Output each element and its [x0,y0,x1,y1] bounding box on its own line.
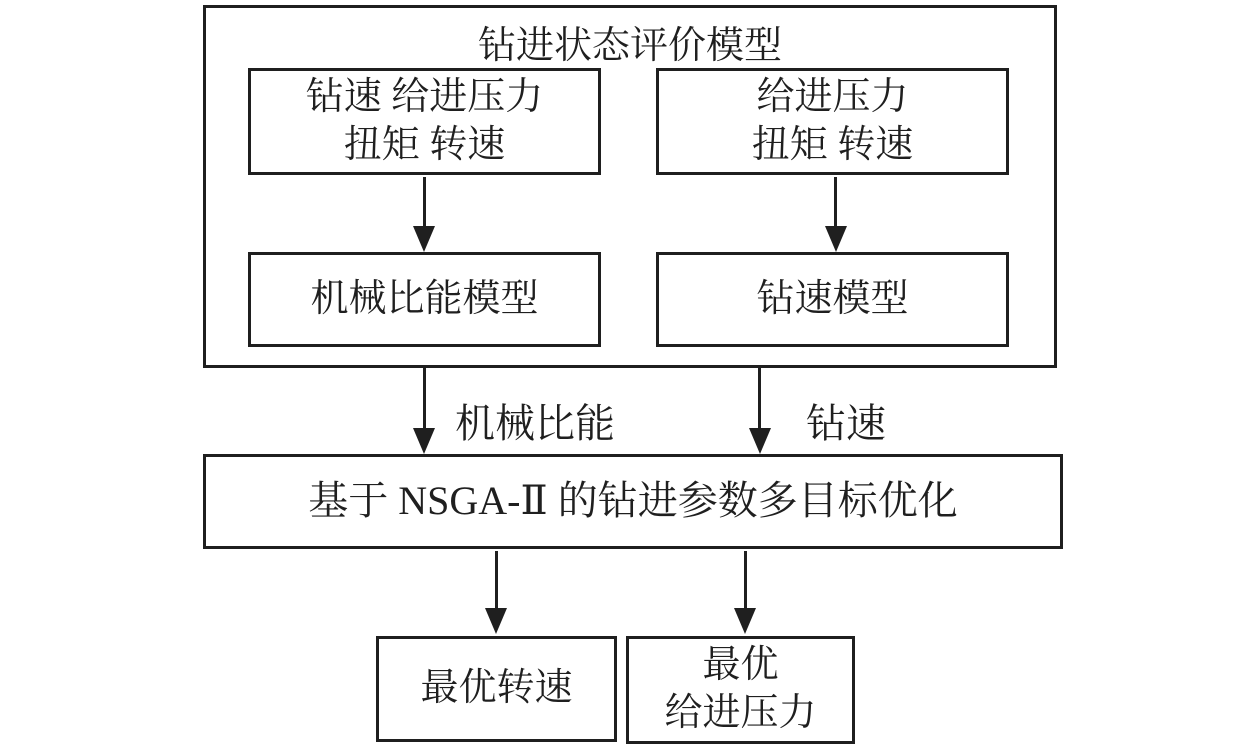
arrow-head-to-optimal-pressure [734,608,756,634]
arrow-head-input-to-mse-model [413,226,435,252]
input-params-left-box [248,68,601,175]
rop-model-label: 钻速模型 [756,277,909,320]
edge-label-rop: 钻速 [806,401,886,446]
edge-label-mse: 机械比能 [455,401,615,446]
nsga2-optimization-box [203,454,1063,549]
optimal-feed-pressure-line1: 最优 [702,644,779,687]
evaluation-model-title: 钻进状态评价模型 [477,25,782,67]
mse-model-box [248,252,601,347]
arrow-line-input-to-rop-model [834,177,837,227]
arrow-head-rop-output [749,428,771,454]
optimal-rotation-speed-label: 最优转速 [420,667,573,710]
arrow-line-to-optimal-pressure [744,551,747,611]
arrow-line-rop-output [758,368,761,430]
arrow-head-input-to-rop-model [825,226,847,252]
optimal-feed-pressure-box [626,636,855,744]
arrow-line-to-optimal-speed [495,551,498,611]
mse-model-label: 机械比能模型 [310,277,539,320]
input-params-right-box [656,68,1009,175]
arrow-head-to-optimal-speed [485,608,507,634]
arrow-line-mse-output [423,368,426,430]
rop-model-box [656,252,1009,347]
input-params-right-line1: 给进压力 [756,75,909,118]
input-params-left-line1: 钻速 给进压力 [305,75,544,118]
optimal-feed-pressure-line2: 给进压力 [664,692,817,734]
input-params-left-line2: 扭矩 转速 [343,123,506,166]
optimal-rotation-speed-box [376,636,617,742]
arrow-head-mse-output [413,428,435,454]
input-params-right-line2: 扭矩 转速 [751,123,914,166]
nsga2-optimization-label: 基于 NSGA-Ⅱ 的钻进参数多目标优化 [308,478,958,524]
arrow-line-input-to-mse-model [423,177,426,227]
